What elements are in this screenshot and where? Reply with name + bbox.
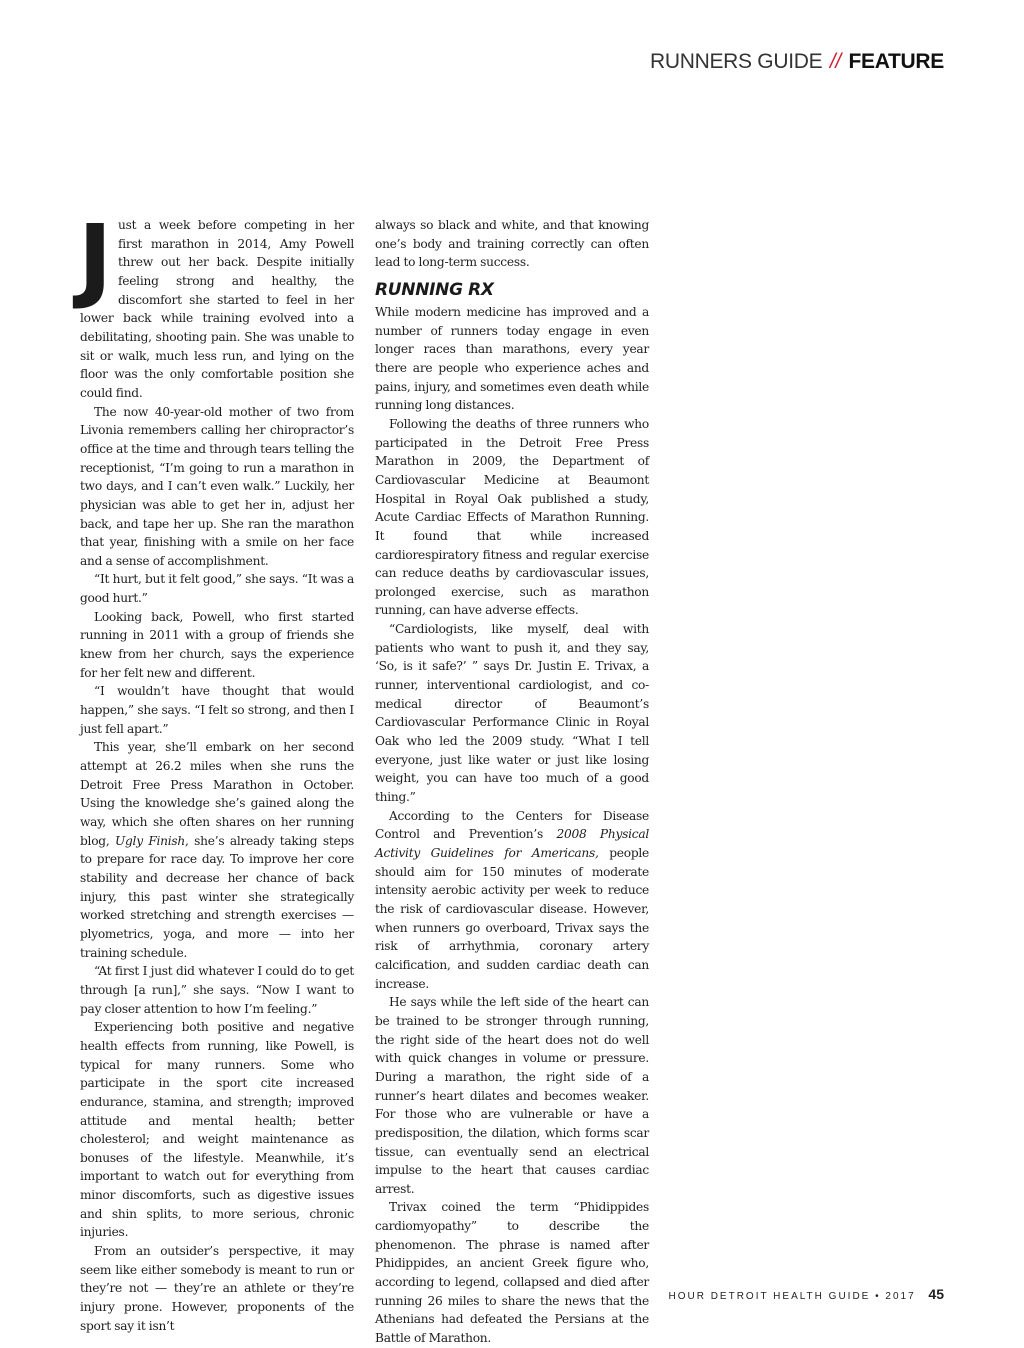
blog-title: Ugly Finish [114, 833, 186, 848]
paragraph: Following the deaths of three runners who participated in the Detroit Free Press Marathon in 2009, the Department of Cardiovascular Medicine at Beaumont Hospital in Royal Oak published a study, Acute Cardiac Effects of Marathon Running. It found that while increased cardiorespiratory fitness and regular exercise can reduce deaths by cardiovascular issues, prolonged exercise, such as marathon running, can have adverse effects. [375, 416, 649, 618]
article-column-2 [375, 216, 649, 1348]
paragraph: While modern medicine has improved and a number of runners today engage in even longer races than marathons, every year there are people who experience aches and pains, injury, and sometimes even death while running long distances. [375, 304, 649, 413]
guidelines-title: 2008 Physical Activity Guidelines for Americans, [375, 827, 649, 860]
paragraph: Looking back, Powell, who first started running in 2011 with a group of friends she knew from her church, says the experience for her felt new and different. [80, 609, 354, 680]
paragraph: He says while the left side of the heart can be trained to be stronger through running, the right side of the heart does not do well with quick changes in volume or pressure. During a marathon, the right side of a runner’s heart dilates and becomes weaker. For those who are vulnerable or have a predisposition, the dilation, which forms scar tissue, can eventually send an electrical impulse to the heart that causes cardiac arrest. [375, 995, 649, 1196]
paragraph: “I wouldn’t have thought that would happen,” she says. “I felt so strong, and then I just fell apart.” [80, 684, 354, 736]
paragraph: Trivax coined the term “Phidippides cardiomyopathy” to describe the phenomenon. The phrase is named after Phidippides, an ancient Greek figure who, according to legend, collapsed and died after running 26 miles to share the news that the Athenians had defeated the Persians at the Battle of Marathon. [375, 1200, 649, 1346]
feature-label: FEATURE [848, 50, 944, 73]
publication-name: HOUR DETROIT HEALTH GUIDE • 2017 [668, 1291, 916, 1302]
paragraph: “Cardiologists, like myself, deal with patients who want to push it, and they say, ‘So, is it safe?’ ” says Dr. Justin E. Trivax, a runner, interventional cardiologist, and co-medical director of Beaumont’s Cardiovascular Performance Clinic in Royal Oak who led the 2009 study. “What I tell everyone, just like water or just like losing weight, you can have too much of a good thing.” [375, 622, 649, 805]
paragraph: always so black and white, and that knowing one’s body and training correctly can often lead to long-term success. [375, 218, 649, 270]
header-separator: // [829, 50, 841, 73]
paragraph: According to the Centers for Disease Control and Prevention’s 2008 Physical Activity Guidelines for Americans, people should aim for 150 minutes of moderate intensity aerobic activity per week to reduce the risk of cardiovascular disease. However, when runners go overboard, Trivax says the risk of arrhythmia, coronary artery calcification, and sudden cardiac death can increase. [375, 808, 650, 991]
paragraph: “It hurt, but it felt good,” she says. “It was a good hurt.” [80, 572, 354, 606]
page-number: 45 [928, 1286, 944, 1302]
page-footer [668, 1286, 944, 1302]
section-title: RUNNERS GUIDE [650, 50, 823, 73]
drop-cap: J [78, 205, 112, 312]
paragraph: Experiencing both positive and negative health effects from running, like Powell, is typical for many runners. Some who participate in the sport cite increased endurance, stamina, and strength; improved attitude and mental health; better cholesterol; and weight maintenance as bonuses of the lifestyle. Meanwhile, it’s important to watch out for everything from minor discomforts, such as digestive issues and shin splits, to more serious, chronic injuries. [80, 1020, 354, 1240]
paragraph: “At first I just did whatever I could do to get through [a run],” she says. “Now I want to pay closer attention to how I’m feeling.” [80, 964, 354, 1016]
article-column-1 [78, 205, 354, 1335]
paragraph: This year, she’ll embark on her second attempt at 26.2 miles when she runs the Detroit Free Press Marathon in October. Using the knowledge she’s gained along the way, which she often shares on her running blog, Ugly Finish, she’s already taking steps to prepare for race day. To improve her core stability and decrease her chance of back injury, this past winter she strategically worked stretching and strength exercises — plyometrics, yoga, and more — into her training schedule. [80, 740, 354, 960]
paragraph: From an outsider’s perspective, it may seem like either somebody is meant to run or they’re not — they’re an athlete or they’re injury prone. However, proponents of the sport say it isn’t [80, 1244, 354, 1333]
paragraph: Just a week before competing in her first marathon in 2014, Amy Powell threw out her back. Despite initially feeling strong and healthy, the discomfort she started to feel in her lower back while training evolved into a debilitating, shooting pain. She was unable to sit or walk, much less run, and lying on the floor was the only comfortable position she could find. [78, 205, 354, 400]
running-header [650, 50, 944, 74]
subheading: RUNNING RX [375, 279, 494, 300]
paragraph: The now 40-year-old mother of two from Livonia remembers calling her chiropractor’s office at the time and through tears telling the receptionist, “I’m going to run a marathon in two days, and I can’t even walk.” Luckily, her physician was able to get her in, adjust her back, and tape her up. She ran the marathon that year, finishing with a smile on her face and a sense of accomplishment. [80, 404, 354, 568]
